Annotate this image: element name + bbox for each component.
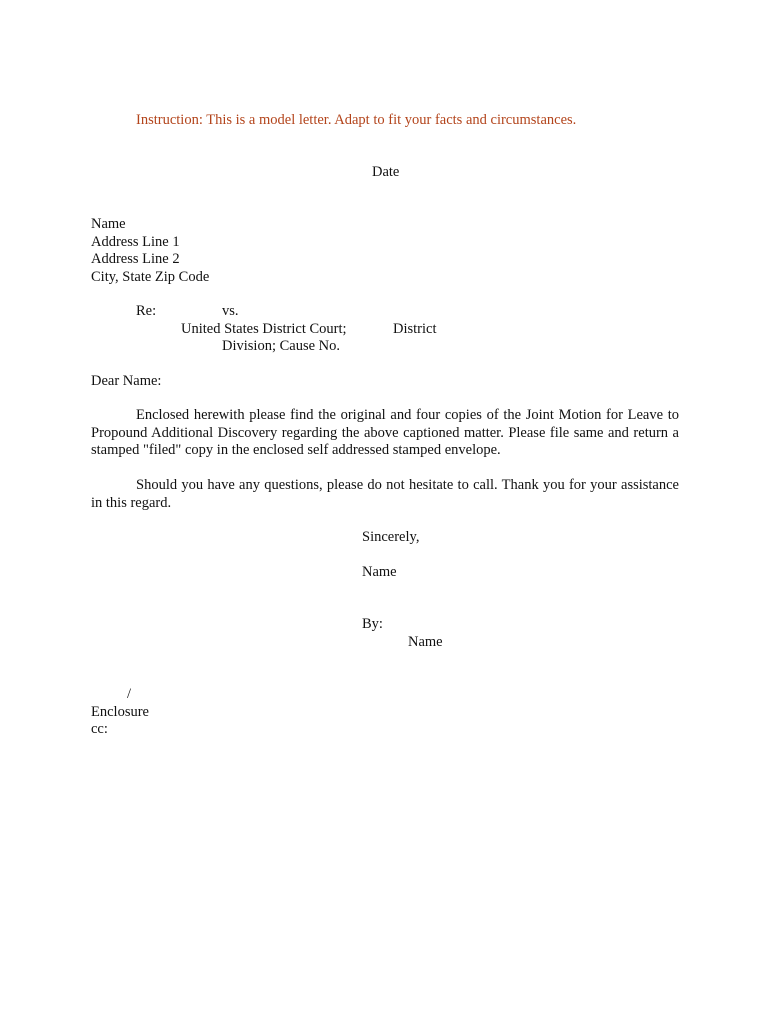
enclosure-note: Enclosure xyxy=(91,703,149,720)
cc-note: cc: xyxy=(91,721,108,737)
closing-signer-name: Name xyxy=(408,633,443,650)
recipient-city-state-zip: City, State Zip Code xyxy=(91,268,210,285)
body-paragraph-1: Enclosed herewith please find the original and four copies of the Joint Motion for Leave to Propound Additional Discovery regarding the above captioned matter. Please file same and return a stamped "filed" copy in the enclosed self addressed stamped envelope. xyxy=(91,407,679,458)
recipient-name: Name xyxy=(91,216,126,232)
recipient-address-line-1: Address Line 1 xyxy=(91,233,180,250)
re-vs: vs. xyxy=(222,303,239,319)
body-paragraph-2: Should you have any questions, please do not hesitate to call. Thank you for your assistance in this regard. xyxy=(91,477,679,511)
instruction-note: Instruction: This is a model letter. Adapt to fit your facts and circumstances. xyxy=(136,112,577,128)
recipient-address-line-2: Address Line 2 xyxy=(91,251,180,267)
closing-firm-name: Name xyxy=(362,564,397,580)
re-label: Re: xyxy=(136,303,157,319)
letter-date: Date xyxy=(372,164,400,180)
closing-sincerely: Sincerely, xyxy=(362,529,420,545)
salutation: Dear Name: xyxy=(91,373,162,389)
re-district: District xyxy=(393,320,437,337)
re-court: United States District Court; xyxy=(181,320,347,337)
closing-by-label: By: xyxy=(362,616,383,632)
re-division-cause: Division; Cause No. xyxy=(222,338,341,354)
initials-slash: / xyxy=(127,686,132,702)
